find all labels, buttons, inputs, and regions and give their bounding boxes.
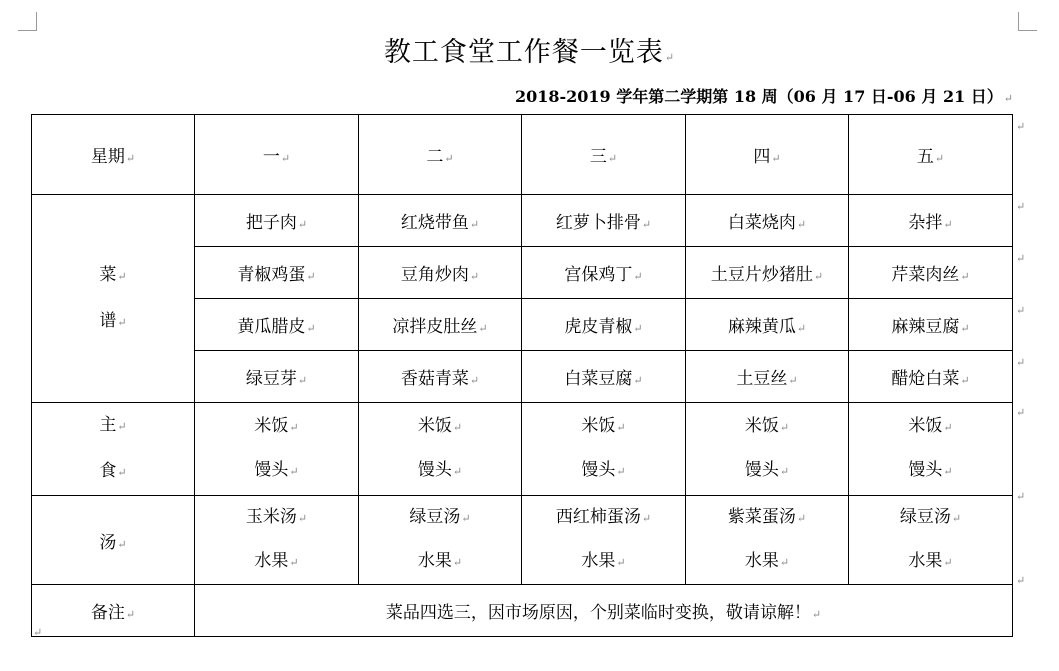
weekday-header-cell: 星期↵	[32, 115, 195, 195]
dish-cell: 青椒鸡蛋↵	[195, 247, 359, 299]
staple-cell: 米饭↵ 馒头↵	[522, 403, 686, 496]
staple-label-cell: 主↵ 食↵	[32, 403, 195, 496]
dish-cell: 红烧带鱼↵	[359, 195, 522, 247]
soup-cell: 紫菜蛋汤↵ 水果↵	[686, 496, 849, 585]
staple-cell: 米饭↵ 馒头↵	[359, 403, 522, 496]
dish-cell: 醋炝白菜↵	[849, 351, 1013, 403]
row-end-mark-icon: ↵	[1016, 490, 1026, 503]
page-corner-mark-top-right	[1018, 12, 1037, 31]
dish-cell: 麻辣豆腐↵	[849, 299, 1013, 351]
row-end-mark-icon: ↵	[1016, 406, 1026, 419]
row-end-mark-icon: ↵	[1016, 120, 1026, 133]
dish-cell: 土豆片炒猪肚↵	[686, 247, 849, 299]
remarks-text-cell: 菜品四选三，因市场原因，个别菜临时变换，敬请谅解！↵	[195, 585, 1013, 637]
document-title: 教工食堂工作餐一览表↵	[383, 37, 676, 68]
dish-cell: 虎皮青椒↵	[522, 299, 686, 351]
dish-cell: 凉拌皮肚丝↵	[359, 299, 522, 351]
soup-cell: 绿豆汤↵ 水果↵	[849, 496, 1013, 585]
staple-cell: 米饭↵ 馒头↵	[686, 403, 849, 496]
remarks-label-cell: 备注↵	[32, 585, 195, 637]
day-cell-5: 五↵	[849, 115, 1013, 195]
soup-cell: 绿豆汤↵ 水果↵	[359, 496, 522, 585]
paragraph-mark-icon: ↵	[1003, 92, 1013, 105]
dish-cell: 白菜烧肉↵	[686, 195, 849, 247]
staple-cell: 米饭↵ 馒头↵	[849, 403, 1013, 496]
remarks-row	[32, 585, 1013, 637]
dish-cell: 红萝卜排骨↵	[522, 195, 686, 247]
dish-cell: 芹菜肉丝↵	[849, 247, 1013, 299]
dish-cell: 宫保鸡丁↵	[522, 247, 686, 299]
row-end-mark-icon: ↵	[1016, 574, 1026, 587]
soup-cell: 玉米汤↵ 水果↵	[195, 496, 359, 585]
dish-cell: 把子肉↵	[195, 195, 359, 247]
dish-cell: 麻辣黄瓜↵	[686, 299, 849, 351]
dish-cell: 绿豆芽↵	[195, 351, 359, 403]
dish-cell: 杂拌↵	[849, 195, 1013, 247]
dish-cell: 黄瓜腊皮↵	[195, 299, 359, 351]
dish-cell: 土豆丝↵	[686, 351, 849, 403]
dish-cell: 白菜豆腐↵	[522, 351, 686, 403]
row-end-mark-icon: ↵	[1016, 200, 1026, 213]
staple-cell: 米饭↵ 馒头↵	[195, 403, 359, 496]
staple-row	[32, 403, 1013, 496]
menu-table	[31, 114, 1013, 637]
dish-cell: 豆角炒肉↵	[359, 247, 522, 299]
header-row	[32, 115, 1013, 195]
day-cell-1: 一↵	[195, 115, 359, 195]
dishes-label-cell: 菜↵ 谱↵	[32, 195, 195, 403]
row-end-mark-icon: ↵	[1016, 252, 1026, 265]
soup-cell: 西红柿蛋汤↵ 水果↵	[522, 496, 686, 585]
day-cell-4: 四↵	[686, 115, 849, 195]
row-end-mark-icon: ↵	[1016, 356, 1026, 369]
dish-cell: 香菇青菜↵	[359, 351, 522, 403]
dish-row	[32, 195, 1013, 247]
paragraph-mark-icon: ↵	[664, 51, 676, 64]
paragraph-end-mark-icon: ↵	[33, 626, 43, 639]
page-corner-mark-top-left	[18, 12, 37, 31]
document-subtitle: 2018-2019 学年第二学期第 18 周（06 月 17 日-06 月 21 日）↵	[514, 87, 1013, 106]
soup-label-cell: 汤↵	[32, 496, 195, 585]
row-end-mark-icon: ↵	[1016, 304, 1026, 317]
soup-row	[32, 496, 1013, 585]
day-cell-2: 二↵	[359, 115, 522, 195]
day-cell-3: 三↵	[522, 115, 686, 195]
